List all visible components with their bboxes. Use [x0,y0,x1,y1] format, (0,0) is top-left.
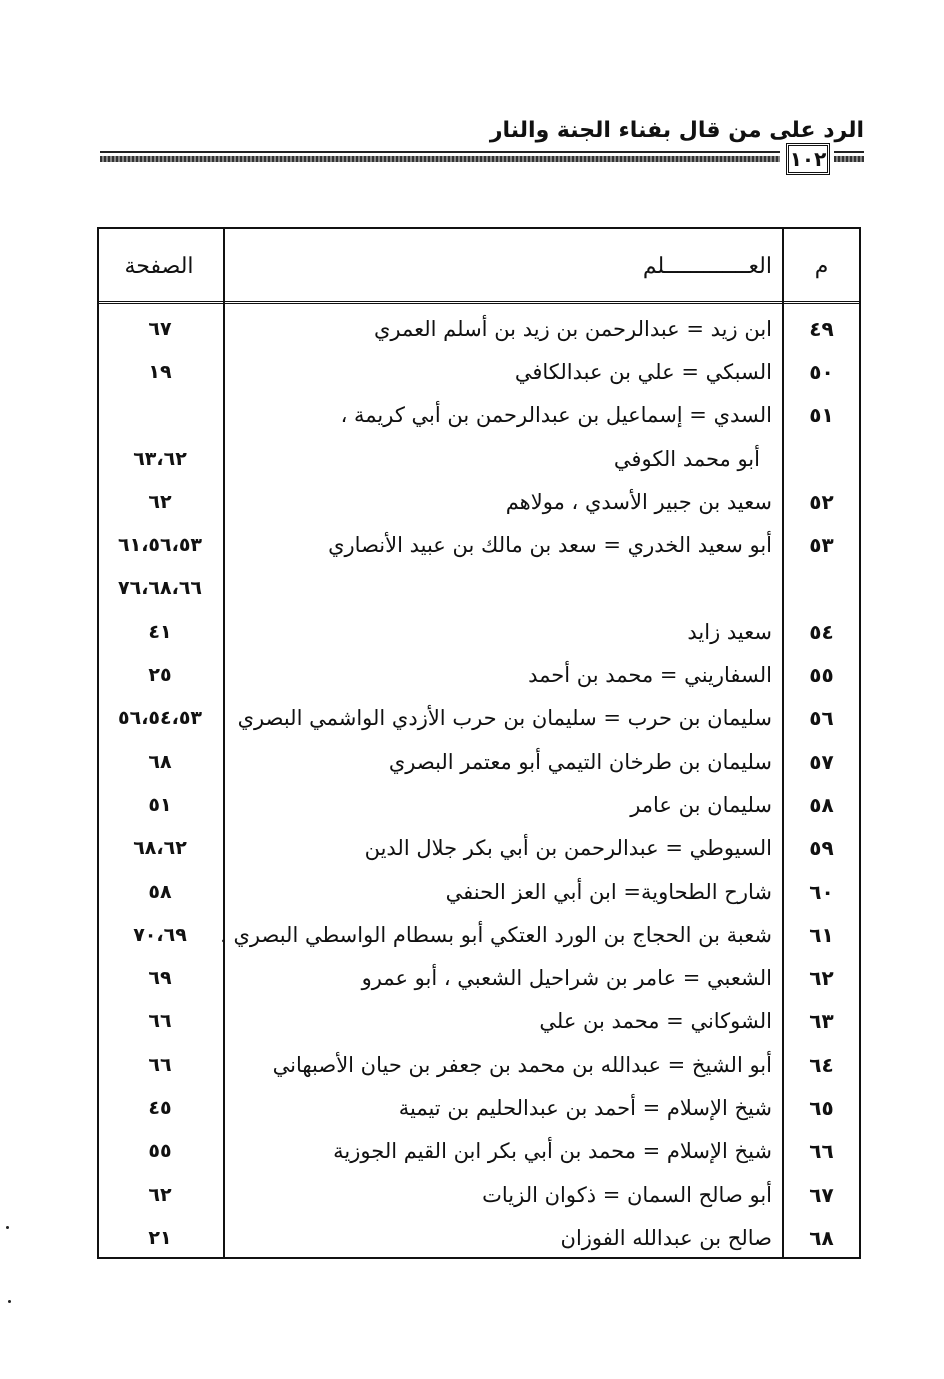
table-row [99,610,859,653]
row-page: ٦٩ [148,967,172,990]
row-page: ٧٦،٦٨،٦٦ [118,577,203,600]
row-page: ٥٥ [148,1140,172,1163]
row-number [784,567,859,610]
row-name: أبو سعيد الخدري = سعد بن مالك بن عبيد الأنصاري [328,533,772,558]
page-header [100,110,864,180]
row-name: شيخ الإسلام = أحمد بن عبدالحليم بن تيمية [398,1095,772,1120]
row-number: ٥٤ [809,619,834,644]
row-number [784,437,859,480]
table-row [99,567,859,610]
table-row [99,307,859,350]
row-name: السيوطي = عبدالرحمن بن أبي بكر جلال الدين [364,836,772,861]
row-number: ٦٥ [809,1095,834,1120]
row-number: ٦٢ [809,966,834,991]
row-page: ٦٨ [148,750,172,773]
scan-speck [8,1300,11,1303]
row-number: ٥١ [809,403,834,428]
row-name: أبو محمد الكوفي [613,446,760,471]
row-number: ٦١ [809,922,834,947]
row-page: ٤١ [148,620,172,643]
row-page [97,394,223,437]
row-name: السفاريني = محمد بن أحمد [528,663,772,688]
row-name: السبكي = علي بن عبدالكافي [514,359,772,384]
table-row [99,480,859,523]
row-name: السدي = إسماعيل بن عبدالرحمن بن أبي كريمة ، [340,403,772,428]
row-number: ٥٦ [809,706,834,731]
row-page: ٦٦ [148,1053,172,1076]
row-name: سعيد بن جبير الأسدي ، مولاهم [505,489,772,514]
header-rule-right-dark [834,156,864,162]
row-page: ٤٥ [148,1096,172,1119]
table-row [99,956,859,999]
table-row [99,437,859,480]
header-name: العـــــــــــــلم [642,253,772,279]
row-number: ٥٠ [809,359,834,384]
row-name: صالح بن عبدالله الفوزان [560,1225,772,1250]
row-page: ٢٥ [148,664,172,687]
row-name: شارح الطحاوية= ابن أبي العز الحنفي [445,879,772,904]
row-number: ٦٣ [809,1009,834,1034]
table-row [99,783,859,826]
table-row [99,1216,859,1259]
row-number: ٥٥ [809,663,834,688]
table-row [99,350,859,393]
table-row [99,913,859,956]
row-page: ١٩ [148,360,172,383]
row-name: أبو صالح السمان = ذكوان الزيات [482,1182,772,1207]
table-row [99,653,859,696]
row-number: ٥٨ [809,792,834,817]
header-rule-dark [100,156,780,162]
index-table [97,227,861,1259]
row-name: الشوكاني = محمد بن علي [539,1009,772,1034]
row-page: ٦٢ [148,1183,172,1206]
table-row [99,1000,859,1043]
scan-speck [6,1226,9,1229]
row-name: سليمان بن حرب = سليمان بن حرب الأزدي الواشمي البصري [237,706,772,731]
row-page: ٦٨،٦٢ [133,837,187,860]
table-row [99,523,859,566]
row-name: سليمان بن طرخان التيمي أبو معتمر البصري [388,749,772,774]
row-page: ٢١ [148,1226,172,1249]
table-row [99,697,859,740]
header-rule-right-thin [834,151,864,153]
table-row [99,1130,859,1173]
row-number: ٦٨ [809,1225,834,1250]
row-number: ٥٢ [809,489,834,514]
header-rule-thin [100,151,780,153]
row-page: ٦١،٥٦،٥٣ [118,534,203,557]
row-number: ٥٧ [809,749,834,774]
table-row [99,1086,859,1129]
row-page: ٥١ [148,793,172,816]
table-row [99,870,859,913]
row-page: ٦٣،٦٢ [133,447,187,470]
row-number: ٦٤ [809,1052,834,1077]
row-number: ٥٣ [809,533,834,558]
row-page: ٥٦،٥٤،٥٣ [118,707,203,730]
row-name: شيخ الإسلام = محمد بن أبي بكر ابن القيم الجوزية [333,1139,772,1164]
row-name: أبو الشيخ = عبدالله بن محمد بن جعفر بن حيان الأصبهاني [272,1052,772,1077]
table-row [99,1043,859,1086]
row-page: ٦٧ [148,317,172,340]
table-body [99,307,859,1260]
row-name: سعيد زايد [687,619,772,644]
row-number: ٦٦ [809,1139,834,1164]
row-number: ٦٠ [809,879,834,904]
row-page: ٦٢ [148,490,172,513]
header-page: الصفحة [124,253,194,279]
row-name: شعبة بن الحجاج بن الورد العتكي أبو بسطام الواسطي البصري . [220,922,772,947]
row-number: ٤٩ [809,316,834,341]
row-name [225,567,782,610]
page-number: ١٠٢ [786,143,830,175]
row-name: الشعبي = عامر بن شراحيل الشعبي ، أبو عمرو [361,966,772,991]
book-title: الرد على من قال بفناء الجنة والنار [489,118,864,143]
table-row [99,1173,859,1216]
table-row [99,740,859,783]
row-number: ٥٩ [809,836,834,861]
row-page: ٧٠،٦٩ [133,923,187,946]
row-page: ٥٨ [148,880,172,903]
table-row [99,827,859,870]
table-row [99,394,859,437]
row-name: سليمان بن عامر [630,792,772,817]
row-page: ٦٦ [148,1010,172,1033]
row-number: ٦٧ [809,1182,834,1207]
row-name: ابن زيد = عبدالرحمن بن زيد بن أسلم العمري [373,316,772,341]
header-num: م [814,253,829,279]
